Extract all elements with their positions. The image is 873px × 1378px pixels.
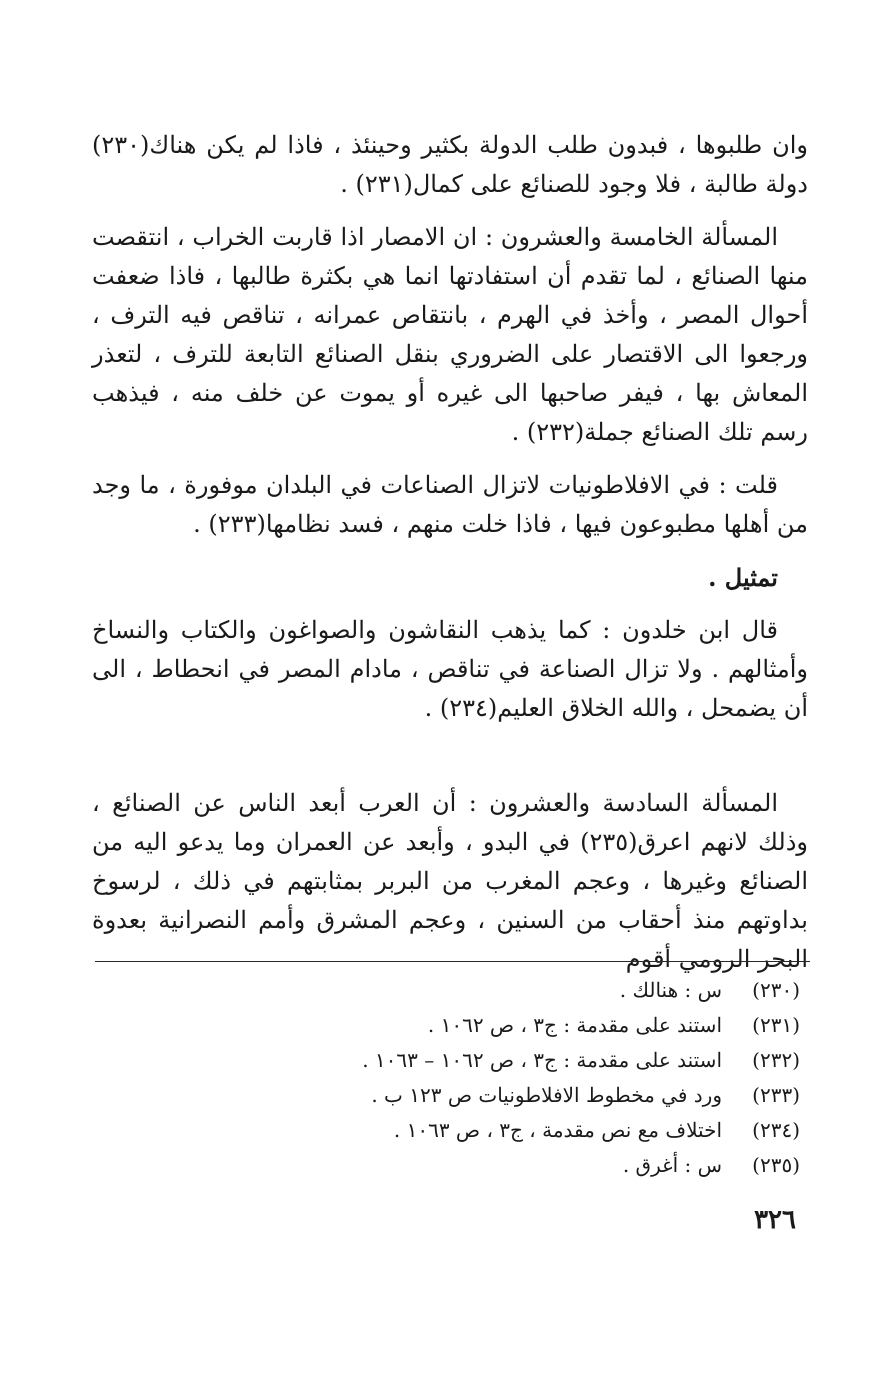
paragraph-4 xyxy=(92,611,808,728)
footnote-item xyxy=(95,1148,800,1183)
footnote-text: س : هنالك . xyxy=(619,978,722,1002)
footnote-divider xyxy=(95,961,810,962)
footnote-number: (٢٣٠) xyxy=(752,978,800,1002)
section-heading-text: تمثيل . xyxy=(708,563,778,592)
paragraph-5-text: المسألة السادسة والعشرون : أن العرب أبعد الناس عن الصنائع ، وذلك لانهم اعرق(٢٣٥) في البدو ، وأبعد عن العمران وما يدعو اليه من الصنائع وغيرها ، وعجم المغرب من البربر بمثابتهم في ذلك ، لرسوخ بداوتهم منذ أحقاب من السنين ، وعجم المشرق وأمم النصرانية بعدوة البحر الرومي أقوم xyxy=(92,789,808,973)
footnotes xyxy=(95,973,800,1183)
footnote-number: (٢٣٢) xyxy=(752,1048,800,1072)
main-text xyxy=(92,126,808,979)
paragraph-5 xyxy=(92,784,808,979)
footnote-text: ورد في مخطوط الافلاطونيات ص ١٢٣ ب . xyxy=(371,1083,722,1107)
footnote-text: استند على مقدمة : ج٣ ، ص ١٠٦٢ . xyxy=(427,1013,722,1037)
section-heading xyxy=(92,558,808,597)
paragraph-4-text: قال ابن خلدون : كما يذهب النقاشون والصواغون والكتاب والنساخ وأمثالهم . ولا تزال الصناعة في تناقص ، مادام المصر في انحطاط ، الى أن يضمحل ، والله الخلاق العليم(٢٣٤) . xyxy=(92,616,808,722)
footnote-item xyxy=(95,973,800,1008)
paragraph-3 xyxy=(92,466,808,544)
page-number: ٣٢٦ xyxy=(754,1205,796,1235)
paragraph-1 xyxy=(92,126,808,204)
footnote-text: استند على مقدمة : ج٣ ، ص ١٠٦٢ – ١٠٦٣ . xyxy=(362,1048,722,1072)
paragraph-2 xyxy=(92,218,808,452)
footnote-item xyxy=(95,1043,800,1078)
footnote-text: اختلاف مع نص مقدمة ، ج٣ ، ص ١٠٦٣ . xyxy=(393,1118,722,1142)
footnote-number: (٢٣٤) xyxy=(752,1118,800,1142)
paragraph-2-text: المسألة الخامسة والعشرون : ان الامصار اذا قاربت الخراب ، انتقصت منها الصنائع ، لما تقدم أن استفادتها انما هي بكثرة طالبها ، فاذا ضعفت أحوال المصر ، وأخذ في الهرم ، بانتقاص عمرانه ، تناقص فيه الترف ، ورجعوا الى الاقتصار على الضروري بنقل الصنائع التابعة للترف ، لتعذر المعاش بها ، فيفر صاحبها الى غيره أو يموت عن خلف منه ، فيذهب رسم تلك الصنائع جملة(٢٣٢) . xyxy=(92,223,808,446)
paragraph-3-text: قلت : في الافلاطونيات لاتزال الصناعات في البلدان موفورة ، ما وجد من أهلها مطبوعون فيها ، فاذا خلت منهم ، فسد نظامها(٢٣٣) . xyxy=(92,471,808,538)
footnote-number: (٢٣١) xyxy=(752,1013,800,1037)
footnote-item xyxy=(95,1008,800,1043)
footnote-item xyxy=(95,1078,800,1113)
paragraph-1-text: وان طلبوها ، فبدون طلب الدولة بكثير وحينئذ ، فاذا لم يكن هناك(٢٣٠) دولة طالبة ، فلا وجود للصنائع على كمال(٢٣١) . xyxy=(92,131,808,198)
footnote-number: (٢٣٥) xyxy=(752,1153,800,1177)
footnote-number: (٢٣٣) xyxy=(752,1083,800,1107)
footnote-text: س : أغرق . xyxy=(622,1153,722,1177)
footnote-item xyxy=(95,1113,800,1148)
